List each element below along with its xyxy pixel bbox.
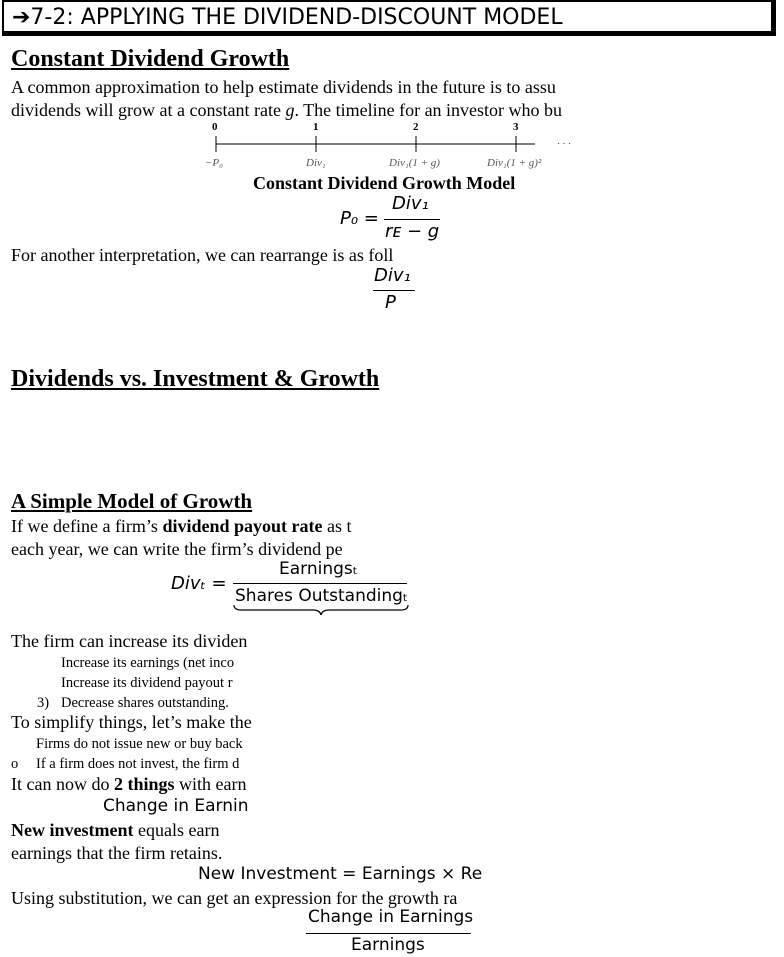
formula-denominator: Shares Outstandingₜ [235, 586, 408, 606]
formula-lhs: P₀ = [340, 208, 379, 229]
list-item: Increase its dividend payout r [61, 675, 233, 691]
paragraph-line: A common approximation to help estimate dividends in the future is to assu [11, 77, 556, 97]
formula-numerator: Div₁ [392, 193, 429, 214]
formula-text: Change in Earnin [103, 796, 249, 816]
paragraph-line: Using substitution, we can get an expression for the growth ra [11, 888, 458, 908]
formula-text: New Investment = Earnings × Re [198, 864, 483, 884]
timeline-label-0: 0 [212, 121, 218, 133]
formula-numerator: Earningsₜ [279, 559, 358, 579]
paragraph-line: To simplify things, let’s make the [11, 712, 252, 732]
fraction-numerator: Div₁ [374, 265, 411, 286]
heading-simple-model: A Simple Model of Growth [11, 489, 253, 513]
timeline-flow-0: −P₀ [205, 157, 223, 169]
fraction-numerator: Change in Earnings [308, 907, 474, 927]
model-title: Constant Dividend Growth Model [253, 173, 516, 193]
fraction-bar [233, 583, 407, 584]
paragraph-line: For another interpretation, we can rearrange is as foll [11, 245, 394, 265]
paragraph-line: It can now do 2 things with earn [11, 774, 247, 794]
timeline-flow-3: Div₁(1 + g)² [487, 157, 542, 169]
list-item: Increase its earnings (net inco [61, 655, 235, 671]
heading-dividends-vs-investment: Dividends vs. Investment & Growth [11, 366, 380, 392]
list-item: Decrease shares outstanding. [61, 695, 229, 711]
bullet-marker: o [11, 756, 19, 772]
formula-lhs: Divₜ = [171, 573, 227, 594]
list-item-number: 3) [37, 695, 50, 711]
timeline-flow-1: Div₁ [306, 157, 326, 169]
heading-constant-dividend-growth: Constant Dividend Growth [11, 46, 290, 72]
paragraph-line: dividends will grow at a constant rate g. The timeline for an investor who bu [11, 100, 563, 120]
fraction-denominator: Earnings [351, 935, 425, 955]
section-banner: ➔7-2: APPLYING THE DIVIDEND-DISCOUNT MODEL [2, 0, 776, 36]
timeline-label-3: 3 [513, 121, 519, 133]
timeline-flow-2: Div₁(1 + g) [389, 157, 440, 169]
formula-denominator: rᴇ − g [385, 221, 440, 242]
timeline-label-2: 2 [413, 121, 419, 133]
paragraph-line: The firm can increase its dividen [11, 631, 248, 651]
underbrace [233, 604, 409, 616]
paragraph-line: each year, we can write the firm’s dividend pe [11, 539, 343, 559]
list-item: If a firm does not invest, the firm d [36, 756, 240, 772]
timeline-ellipsis: · · · [557, 138, 571, 150]
paragraph-line: If we define a firm’s dividend payout rate as t [11, 516, 352, 536]
fraction-denominator: P [385, 292, 396, 313]
timeline-label-1: 1 [313, 121, 319, 133]
paragraph-line: New investment equals earn [11, 820, 220, 840]
paragraph-line: earnings that the firm retains. [11, 843, 223, 863]
list-item: Firms do not issue new or buy back [36, 736, 243, 752]
